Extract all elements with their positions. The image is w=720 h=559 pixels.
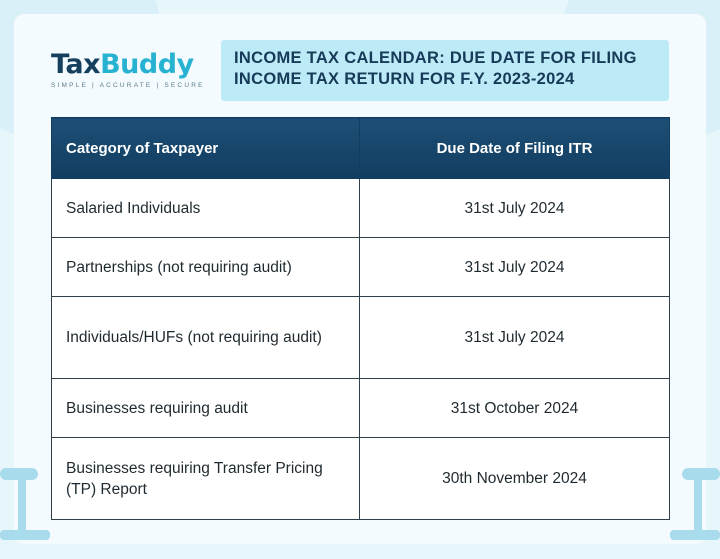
category-cell: Businesses requiring Transfer Pricing (TP) Report [52, 438, 360, 520]
header-category: Category of Taxpayer [52, 118, 360, 179]
table-row [52, 238, 670, 297]
category-cell: Businesses requiring audit [52, 379, 360, 438]
brand-name [51, 50, 205, 80]
header-due-date: Due Date of Filing ITR [360, 118, 670, 179]
table-row [52, 379, 670, 438]
decorative-shape [0, 530, 50, 540]
decorative-shape [670, 530, 720, 540]
due-date-cell: 31st July 2024 [360, 297, 670, 379]
due-date-cell: 30th November 2024 [360, 438, 670, 520]
table-row [52, 438, 670, 520]
title-banner [221, 40, 669, 101]
table-row [52, 179, 670, 238]
due-date-cell: 31st July 2024 [360, 238, 670, 297]
decorative-shape [0, 468, 38, 480]
due-date-cell: 31st October 2024 [360, 379, 670, 438]
brand-logo [51, 50, 205, 89]
title-line-1: INCOME TAX CALENDAR: DUE DATE FOR FILING [234, 49, 637, 67]
brand-name-part2: Buddy [100, 49, 194, 80]
category-cell: Individuals/HUFs (not requiring audit) [52, 297, 360, 379]
decorative-shape [18, 480, 26, 530]
brand-tagline: SIMPLE | ACCURATE | SECURE [51, 82, 205, 89]
brand-name-part1: Tax [51, 49, 101, 80]
due-date-cell: 31st July 2024 [360, 179, 670, 238]
due-date-table [51, 117, 670, 520]
category-cell: Partnerships (not requiring audit) [52, 238, 360, 297]
table-header-row [52, 118, 670, 179]
table-row [52, 297, 670, 379]
decorative-shape [682, 468, 720, 480]
category-cell: Salaried Individuals [52, 179, 360, 238]
decorative-shape [694, 480, 702, 530]
title-line-2: INCOME TAX RETURN FOR F.Y. 2023-2024 [234, 70, 575, 88]
